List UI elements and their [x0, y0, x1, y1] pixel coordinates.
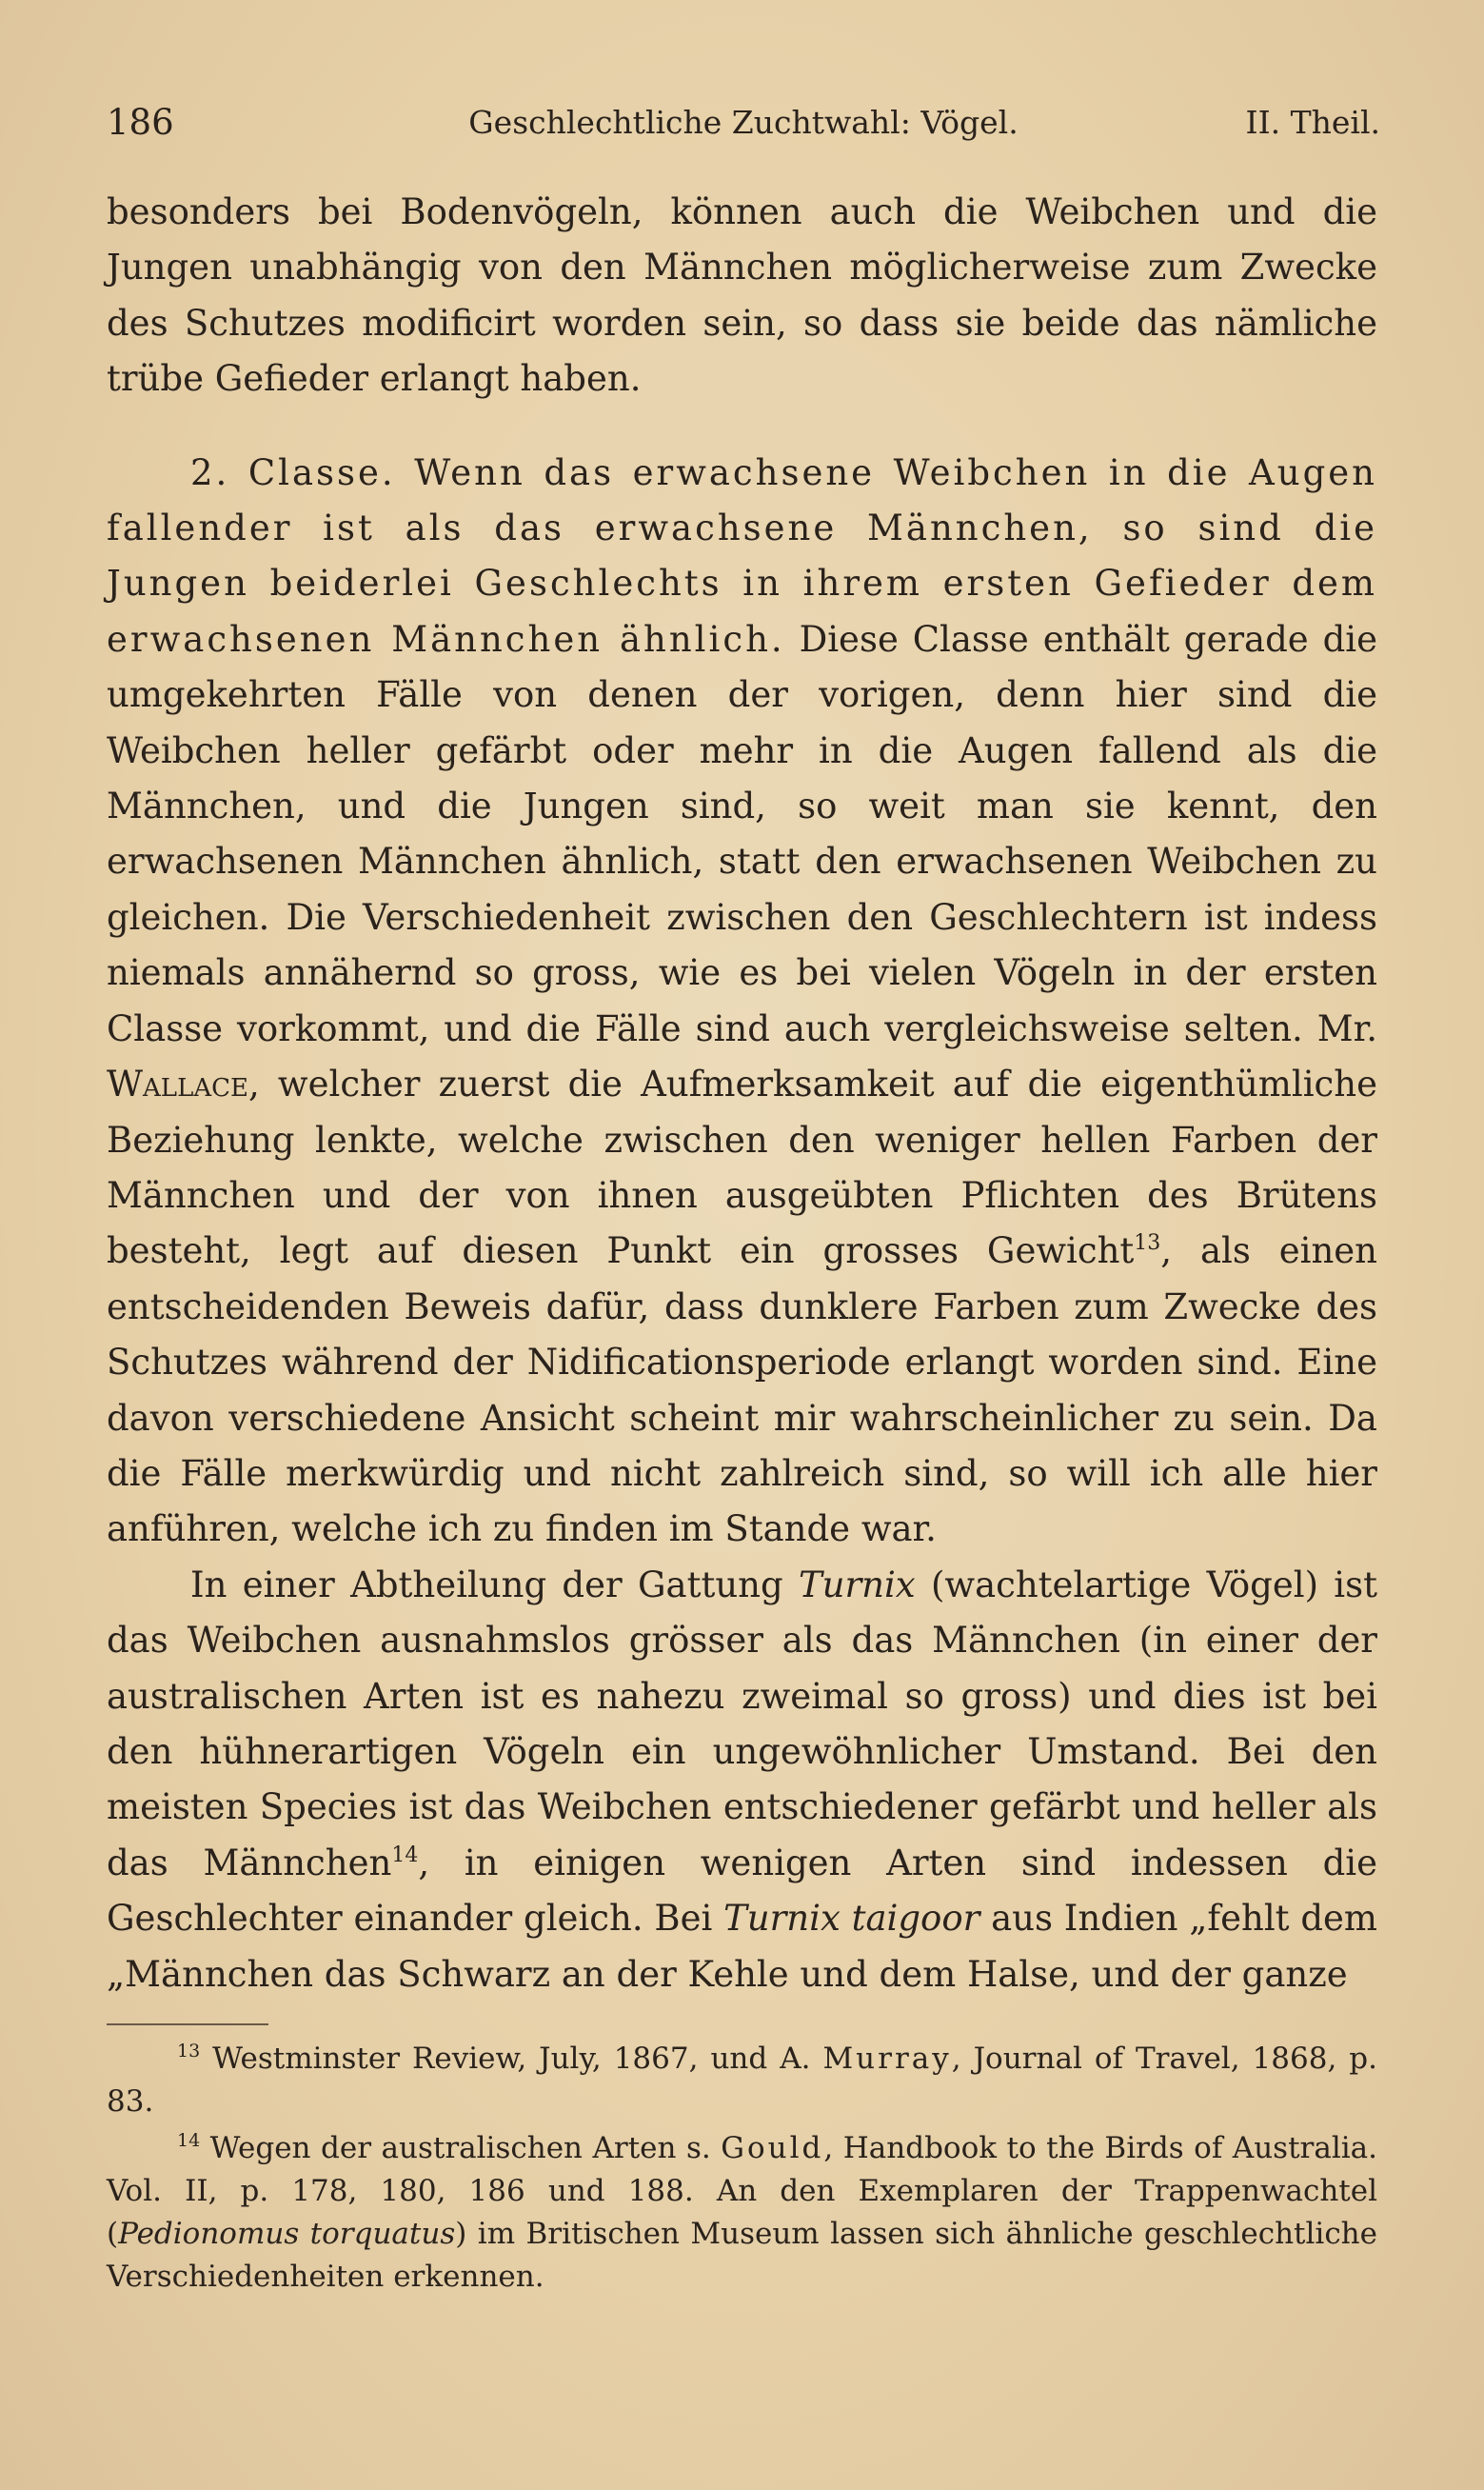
footnote-14-text-a: Wegen der australischen Arten s. — [200, 2131, 722, 2165]
author-gould: Gould — [721, 2131, 824, 2165]
footnote-13 — [107, 2038, 1377, 2123]
turnix-text-a: In einer Abtheilung der Gattung — [190, 1564, 799, 1605]
paragraph-1-text: besonders bei Bodenvögeln, können auch die Weibchen und die Jungen unabhängig von den Männchen möglicherweise zum Zwecke des Schutzes modificirt worden sein, so dass sie beide das nämliche trübe Gefieder erlangt haben. — [107, 191, 1377, 400]
running-title: Geschlechtliche Zuchtwahl: Vögel. — [468, 104, 1019, 141]
page-header — [107, 99, 1380, 147]
class-2-lead-text: 2. Classe. Wenn das erwachsene Weibchen in die Augen fallender ist als das erwachsene Männchen, so sind die Jungen beiderlei Geschlechts in ihrem ersten Gefieder dem erwachsenen Männchen ähnlich. — [107, 451, 1377, 660]
footnote-13-text-a: Westminster Review, July, 1867, und A. — [200, 2042, 823, 2076]
turnix-text-d: aus Indien „fehlt dem „Männchen das Schwarz an der Kehle und dem Halse, und der ganze — [107, 1898, 1377, 1995]
footnote-14-text-c: ) im Britischen Museum lassen sich ähnliche geschlechtliche Verschiedenheiten erkennen. — [107, 2217, 1377, 2294]
author-murray: Murray — [822, 2042, 952, 2076]
footnotes — [107, 2038, 1377, 2299]
footnote-13-mark: 13 — [177, 2041, 201, 2062]
species-pedionomus: Pedionomus torquatus — [118, 2217, 456, 2251]
class-2-text-c: , als einen entscheidenden Beweis dafür, dass dunklere Farben zum Zwecke des Schutzes während der Nidificationsperiode erlangt worden sind. Eine davon verschiedene Ansicht scheint mir wahrscheinlicher zu sein. Da die Fälle merkwürdig und nicht zahlreich sind, so will ich alle hier anführen, welche ich zu finden im Stande war. — [107, 1230, 1377, 1550]
turnix-text-b: (wachtelartige Vögel) ist das Weibchen ausnahmslos grösser als das Männchen (in einer der australischen Arten ist es nahezu zweimal so gross) und dies ist bei den hühnerartigen Vögeln ein ungewöhnlicher Umstand. Bei den meisten Species ist das Weibchen entschiedener gefärbt und heller als das Männchen — [107, 1564, 1377, 1883]
footnote-13-text-b: , Journal of Travel, 1868, p. 83. — [107, 2042, 1377, 2119]
footnote-14-mark: 14 — [177, 2130, 201, 2151]
species-turnix-taigoor: Turnix taigoor — [723, 1898, 980, 1940]
footnote-14-text-b: , Handbook to the Birds of Australia. Vol. II, p. 178, 180, 186 und 188. An den Exemplaren der Trappenwachtel ( — [107, 2131, 1377, 2251]
footnote-ref-13: 13 — [1134, 1231, 1161, 1256]
paragraph-class-2 — [107, 446, 1377, 1558]
main-text — [107, 185, 1377, 2002]
page-number: 186 — [107, 102, 174, 143]
turnix-text-c: , in einigen wenigen Arten sind indessen die Geschlechter einander gleich. Bei — [107, 1842, 1377, 1940]
paragraph-turnix — [107, 1558, 1377, 2002]
footnote-divider — [107, 2023, 268, 2025]
footnote-14 — [107, 2127, 1377, 2299]
class-2-text-b: , welcher zuerst die Aufmerksamkeit auf die eigenthümliche Beziehung lenkte, welche zwischen den weniger hellen Farben der Männchen und der von ihnen ausgeübten Pflichten des Brütens besteht, legt auf diesen Punkt ein grosses Gewicht — [107, 1064, 1377, 1272]
footnote-ref-14: 14 — [391, 1843, 419, 1867]
author-wallace: Wallace — [107, 1064, 248, 1106]
paragraph-continued — [107, 185, 1377, 408]
genus-turnix: Turnix — [798, 1564, 916, 1605]
class-2-text-a: Diese Classe enthält gerade die umgekehrten Fälle von denen der vorigen, denn hier sind die Weibchen heller gefärbt oder mehr in die Augen fallend als die Männchen, und die Jungen sind, so weit man sie kennt, den erwachsenen Männchen ähnlich, statt den erwachsenen Weibchen zu gleichen. Die Verschiedenheit zwischen den Geschlechtern ist indess niemals annähernd so gross, wie es bei vielen Vögeln in der ersten Classe vorkommt, und die Fälle sind auch vergleichsweise selten. Mr. — [107, 618, 1377, 1049]
part-label: II. Theil. — [1245, 104, 1380, 141]
